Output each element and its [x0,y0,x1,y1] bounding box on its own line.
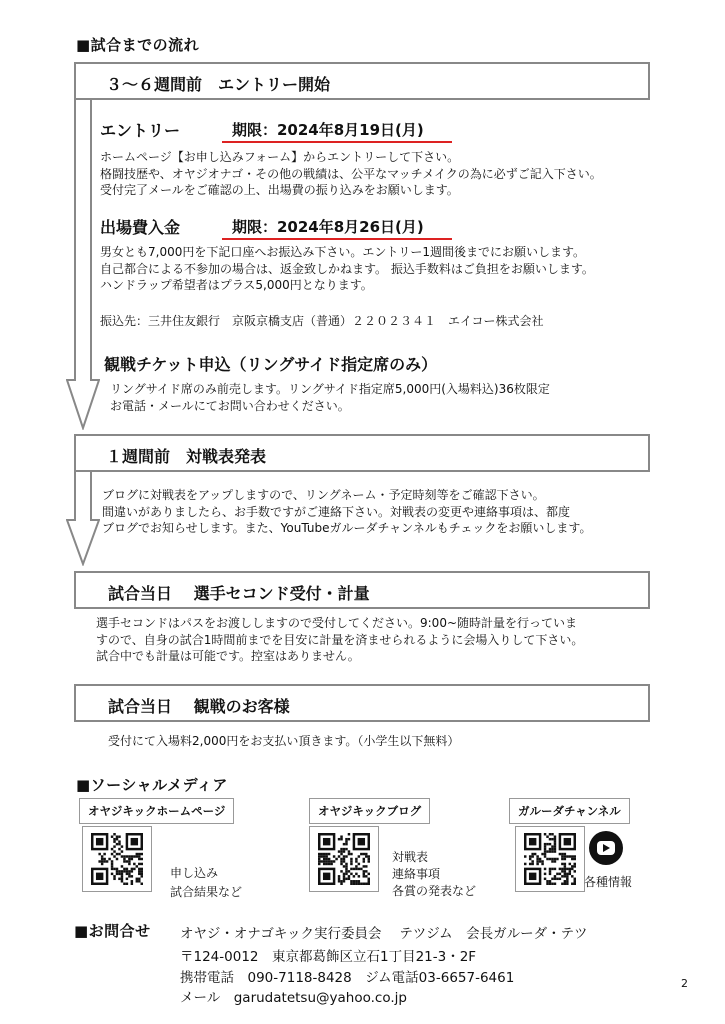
step2-line: ブログでお知らせします。また、YouTubeガルーダチャンネルもチェックをお願いします。 [102,521,592,535]
step3-label: 試合当日 選手セコンド受付・計量 [108,584,370,603]
flow-arrow-2 [66,470,100,566]
flow-arrow-1 [66,90,100,430]
bank-info: 振込先：三井住友銀行 京阪京橋支店（普通）２２０２３４１ エイコー株式会社 [100,314,544,328]
blog-desc-line: 各賞の発表など [392,884,477,898]
ticket-title: 観戦チケット申込（リングサイド指定席のみ） [104,355,438,374]
homepage-tab[interactable]: オヤジキックホームページ [79,798,234,824]
blog-desc-line: 連絡事項 [392,867,441,881]
youtube-qr-code[interactable] [515,826,585,892]
ticket-line: リングサイド席のみ前売します。リングサイド指定席5,000円(入場料込)36枚限定 [110,382,550,396]
homepage-desc-line: 試合結果など [170,885,243,899]
entry-line: ホームページ【お申し込みフォーム】からエントリーして下さい。 [100,150,460,164]
homepage-desc [170,864,242,902]
entry-line: 受付完了メールをご確認の上、出場費の振り込みをお願いします。 [100,183,459,197]
fee-deadline: 期限：2024年8月26日(月) [222,216,452,240]
blog-qr-code[interactable] [309,826,379,892]
step2-label: １週間前 対戦表発表 [106,447,267,466]
contact-address: 〒124-0012 東京都葛飾区立石1丁目21-3・2F [180,949,477,965]
contact-phone: 携帯電話 090-7118-8428 ジム電話03-6657-6461 [180,970,515,986]
youtube-icon[interactable] [588,830,624,866]
entry-line: 格闘技歴や、オヤジオナゴ・その他の戦績は、公平なマッチメイクの為に必ずご記入下さい。 [100,166,602,181]
flow-heading: ■試合までの流れ [76,36,200,54]
step2-line: 間違いがありましたら、お手数ですがご連絡下さい。対戦表の変更や連絡事項は、都度 [102,504,571,519]
step3-line: すので、自身の試合1時間前までを目安に計量を済ませられるように会場入りして下さい。 [96,632,584,647]
step3-line: 試合中でも計量は可能です。控室はありません。 [96,649,360,663]
fee-line: 自己都合による不参加の場合は、返金致しかねます。 振込手数料はご負担をお願いします。 [100,261,594,276]
homepage-desc-line: 申し込み [170,866,219,880]
blog-tab[interactable]: オヤジキックブログ [309,798,430,824]
contact-heading: ■お問合せ [74,922,151,940]
entry-text [100,149,602,199]
contact-org: オヤジ・オナゴキック実行委員会 テツジム 会長ガルーダ・テツ [180,926,588,942]
step3-text [96,615,583,665]
contact-mail[interactable]: メール garudatetsu@yahoo.co.jp [180,990,407,1006]
qr-icon [318,833,370,885]
homepage-qr-code[interactable] [82,826,152,892]
social-heading: ■ソーシャルメディア [76,776,228,794]
step3-box [74,571,650,609]
blog-desc [392,849,476,900]
step2-box [74,434,650,472]
fee-title: 出場費入金 [100,218,181,237]
qr-icon [524,833,576,885]
step4-line: 受付にて入場料2,000円をお支払い頂きます。（小学生以下無料） [108,734,460,748]
fee-line: 男女とも7,000円を下記口座へお振込み下さい。エントリー1週間後までにお願いします。 [100,245,586,259]
ticket-text [110,381,550,414]
fee-text [100,244,594,294]
step1-label: ３～６週間前 エントリー開始 [106,75,331,94]
step3-line: 選手セコンドはパスをお渡ししますので受付してください。9:00~随時計量を行っていま [96,616,578,630]
blog-desc-line: 対戦表 [392,850,429,864]
fee-line: ハンドラップ希望者はプラス5,000円となります。 [100,278,373,292]
page-number: 2 [681,977,688,990]
entry-deadline: 期限：2024年8月19日(月) [222,119,452,143]
step4-label: 試合当日 観戦のお客様 [108,697,290,716]
step4-box [74,684,650,722]
step2-line: ブログに対戦表をアップしますので、リングネーム・予定時刻等をご確認下さい。 [102,488,545,502]
entry-title: エントリー [100,121,181,140]
youtube-tab[interactable]: ガルーダチャンネル [509,798,630,824]
step1-box [74,62,650,100]
step2-text [102,487,591,537]
qr-icon [91,833,143,885]
ticket-line: お電話・メールにてお問い合わせください。 [110,398,350,413]
youtube-desc: 各種情報 [584,875,633,889]
